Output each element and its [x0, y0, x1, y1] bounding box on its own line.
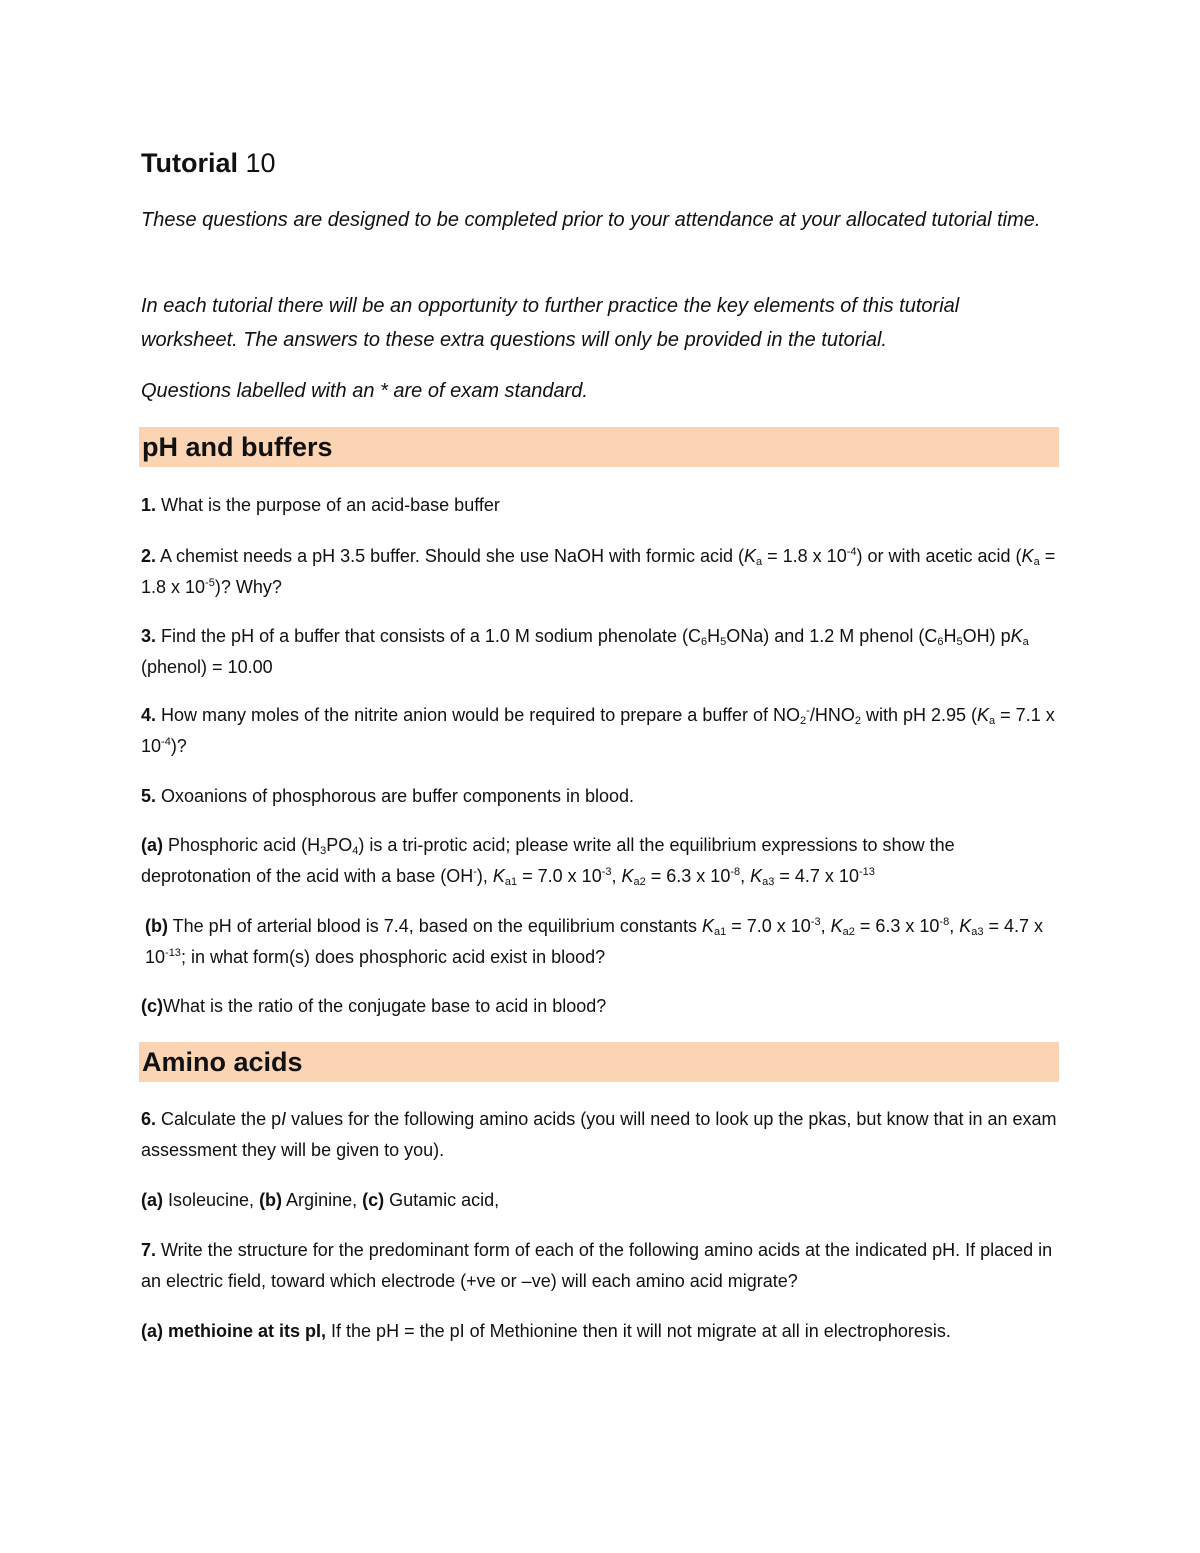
- question-7: [141, 1235, 1061, 1297]
- question-label: (a) methioine at its pI,: [141, 1321, 327, 1341]
- question-5c: [141, 991, 1061, 1022]
- title-word: Tutorial: [141, 148, 238, 178]
- question-number: 1.: [141, 495, 157, 515]
- title-number: 10: [238, 148, 276, 178]
- question-number: 3.: [141, 626, 157, 646]
- question-label: (a): [141, 835, 163, 855]
- question-5: [141, 781, 1061, 812]
- question-5b: (b) The pH of arterial blood is 7.4, based on the equilibrium constants $K_{a1} = 7.0$ x $10^{-3}$, $K_{a2} = 6.3$ x $10^{-8}$, $K_{a3} = 4.7$ x $10^{-13}$; in what form(s) does phosphoric acid exist in blood?: [145, 916, 1044, 967]
- question-7a: [141, 1316, 1061, 1347]
- question-number: 4.: [141, 705, 157, 725]
- question-5a: (a) Phosphoric acid $(H_3PO_4)$ is a tri-protic acid; please write all the equilibrium expressions to show the deprotonation of the acid with a base (OH-), $K_{a1} = 7.0$ x $10^{-3}$, $K_{a2} = 6.3$ x $10^{-8}$, $K_{a3} = 4.7$ x $10^{-13}$: [141, 835, 955, 888]
- page-title: [141, 146, 1061, 180]
- intro-paragraph-3: Questions labelled with an * are of exam standard.: [141, 380, 588, 402]
- question-text: What is the ratio of the conjugate base to acid in blood?: [163, 996, 607, 1016]
- section-heading-amino-acids: [139, 1042, 1059, 1082]
- intro-paragraph-2: In each tutorial there will be an opportunity to further practice the key elements of this tutorial worksheet. The answers to these extra questions will only be provided in the tutorial.: [141, 295, 960, 351]
- question-number: 2.: [141, 546, 157, 566]
- section-heading-text: pH and buffers: [142, 432, 333, 462]
- question-6-parts: (a) Isoleucine, (b) Arginine, (c) Gutamic acid,: [141, 1190, 500, 1210]
- question-text: What is the purpose of an acid-base buffer: [156, 495, 500, 515]
- question-number: 6.: [141, 1109, 157, 1129]
- question-2: 2. A chemist needs a pH 3.5 buffer. Should she use NaOH with formic acid ($K_a = 1.8$ x $10^{-4}$) or with acetic acid ($K_a = 1.8$ x $10^{-5}$)? Why?: [141, 546, 1056, 597]
- question-number: 7.: [141, 1240, 157, 1260]
- question-text: Write the structure for the predominant form of each of the following amino acids at the indicated pH. If placed in an electric field, toward which electrode (+ve or –ve) will each amino acid migrate?: [141, 1240, 1053, 1291]
- question-label: (c): [141, 996, 163, 1016]
- question-3: 3. Find the pH of a buffer that consists of a 1.0 M sodium phenolate $(C_6H_5ONa)$ and 1.2 M phenol $(C_6H_5OH)$ $pK_a$ (phenol) = 10.00: [141, 626, 1029, 677]
- question-4: 4. How many moles of the nitrite anion would be required to prepare a buffer of $NO_2^-/HNO_2$ with pH 2.95 ($K_a = 7.1$ x $10^{-4}$)?: [141, 705, 1055, 756]
- answer-text: If the pH = the pI of Methionine then it will not migrate at all in electrophoresis.: [326, 1321, 951, 1341]
- intro-paragraph-1: These questions are designed to be completed prior to your attendance at your allocated tutorial time.: [141, 209, 1041, 231]
- question-6: 6. Calculate the pI values for the following amino acids (you will need to look up the pkas, but know that in an exam assessment they will be given to you).: [141, 1109, 1057, 1160]
- question-1: [141, 490, 1061, 521]
- question-number: 5.: [141, 786, 157, 806]
- question-text: Oxoanions of phosphorous are buffer components in blood.: [156, 786, 634, 806]
- question-label: (b): [145, 916, 168, 936]
- section-heading-ph-buffers: [139, 427, 1059, 467]
- section-heading-text: Amino acids: [142, 1047, 303, 1077]
